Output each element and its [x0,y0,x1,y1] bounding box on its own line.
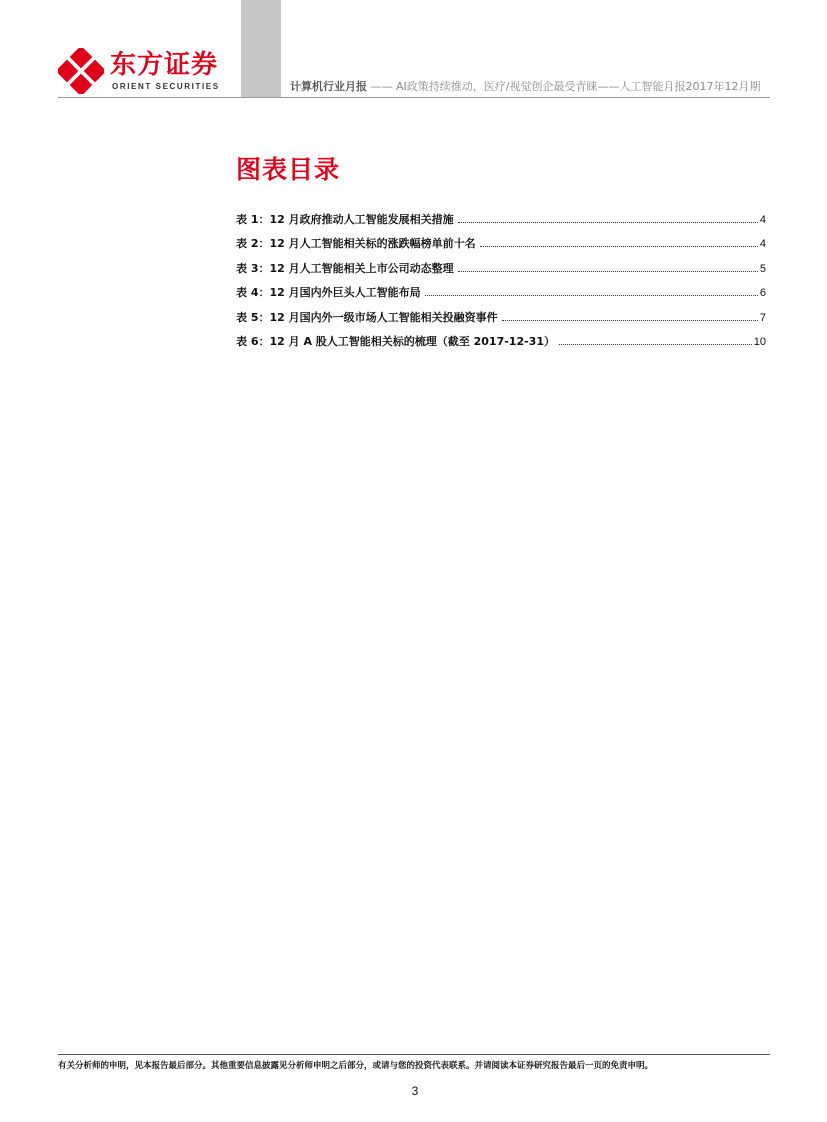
toc-entry-label: 表 3：12 月人工智能相关上市公司动态整理 [236,261,454,275]
toc-entry-label: 表 5：12 月国内外一级市场人工智能相关投融资事件 [236,310,498,324]
report-subtitle: AI政策持续推动，医疗/视觉创企最受青睐——人工智能月报2017年12月期 [396,80,761,93]
toc-leader-dots [480,246,758,247]
toc-leader-dots [502,320,758,321]
toc-entry-page: 7 [759,311,766,324]
company-name-en: ORIENT SECURITIES [112,82,220,91]
header-separator: —— [370,80,393,93]
toc-entry[interactable] [236,310,766,334]
company-logo [58,48,228,96]
toc-entry[interactable] [236,285,766,309]
toc-entry-label: 表 1：12 月政府推动人工智能发展相关措施 [236,213,454,226]
toc-leader-dots [559,344,752,345]
toc-entry[interactable] [236,334,766,358]
toc-entry-page: 5 [759,262,766,275]
toc-entry-page: 10 [753,335,766,348]
toc-entry[interactable] [236,236,766,260]
toc-entry-label: 表 6：12 月 A 股人工智能相关标的梳理（截至 2017-12-31） [236,334,555,348]
toc-entry[interactable] [236,212,766,236]
toc-leader-dots [425,295,758,296]
toc-list [236,212,766,358]
toc-entry-page: 6 [759,287,766,300]
report-type: 计算机行业月报 [290,80,367,93]
diamond-cross-logo-icon [58,48,104,94]
report-header [290,80,760,94]
footer-divider [58,1054,770,1055]
toc-entry-page: 4 [759,214,766,226]
toc-entry-page: 4 [759,238,766,251]
toc-leader-dots [458,222,758,223]
header-gray-bar [241,0,281,98]
company-name-cn: 东方证券 [110,50,219,80]
toc-entry[interactable] [236,261,766,285]
toc-heading: 图表目录 [236,155,341,184]
toc-leader-dots [458,271,758,272]
header-divider [58,97,770,98]
page-number: 3 [411,1084,419,1098]
toc-entry-label: 表 4：12 月国内外巨头人工智能布局 [236,286,421,300]
toc-entry-label: 表 2：12 月人工智能相关标的涨跌幅榜单前十名 [236,237,476,251]
footer-disclaimer: 有关分析师的申明，见本报告最后部分。其他重要信息披露见分析师申明之后部分，或请与您的投资代表联系。并请阅读本证券研究报告最后一页的免责申明。 [58,1061,654,1071]
